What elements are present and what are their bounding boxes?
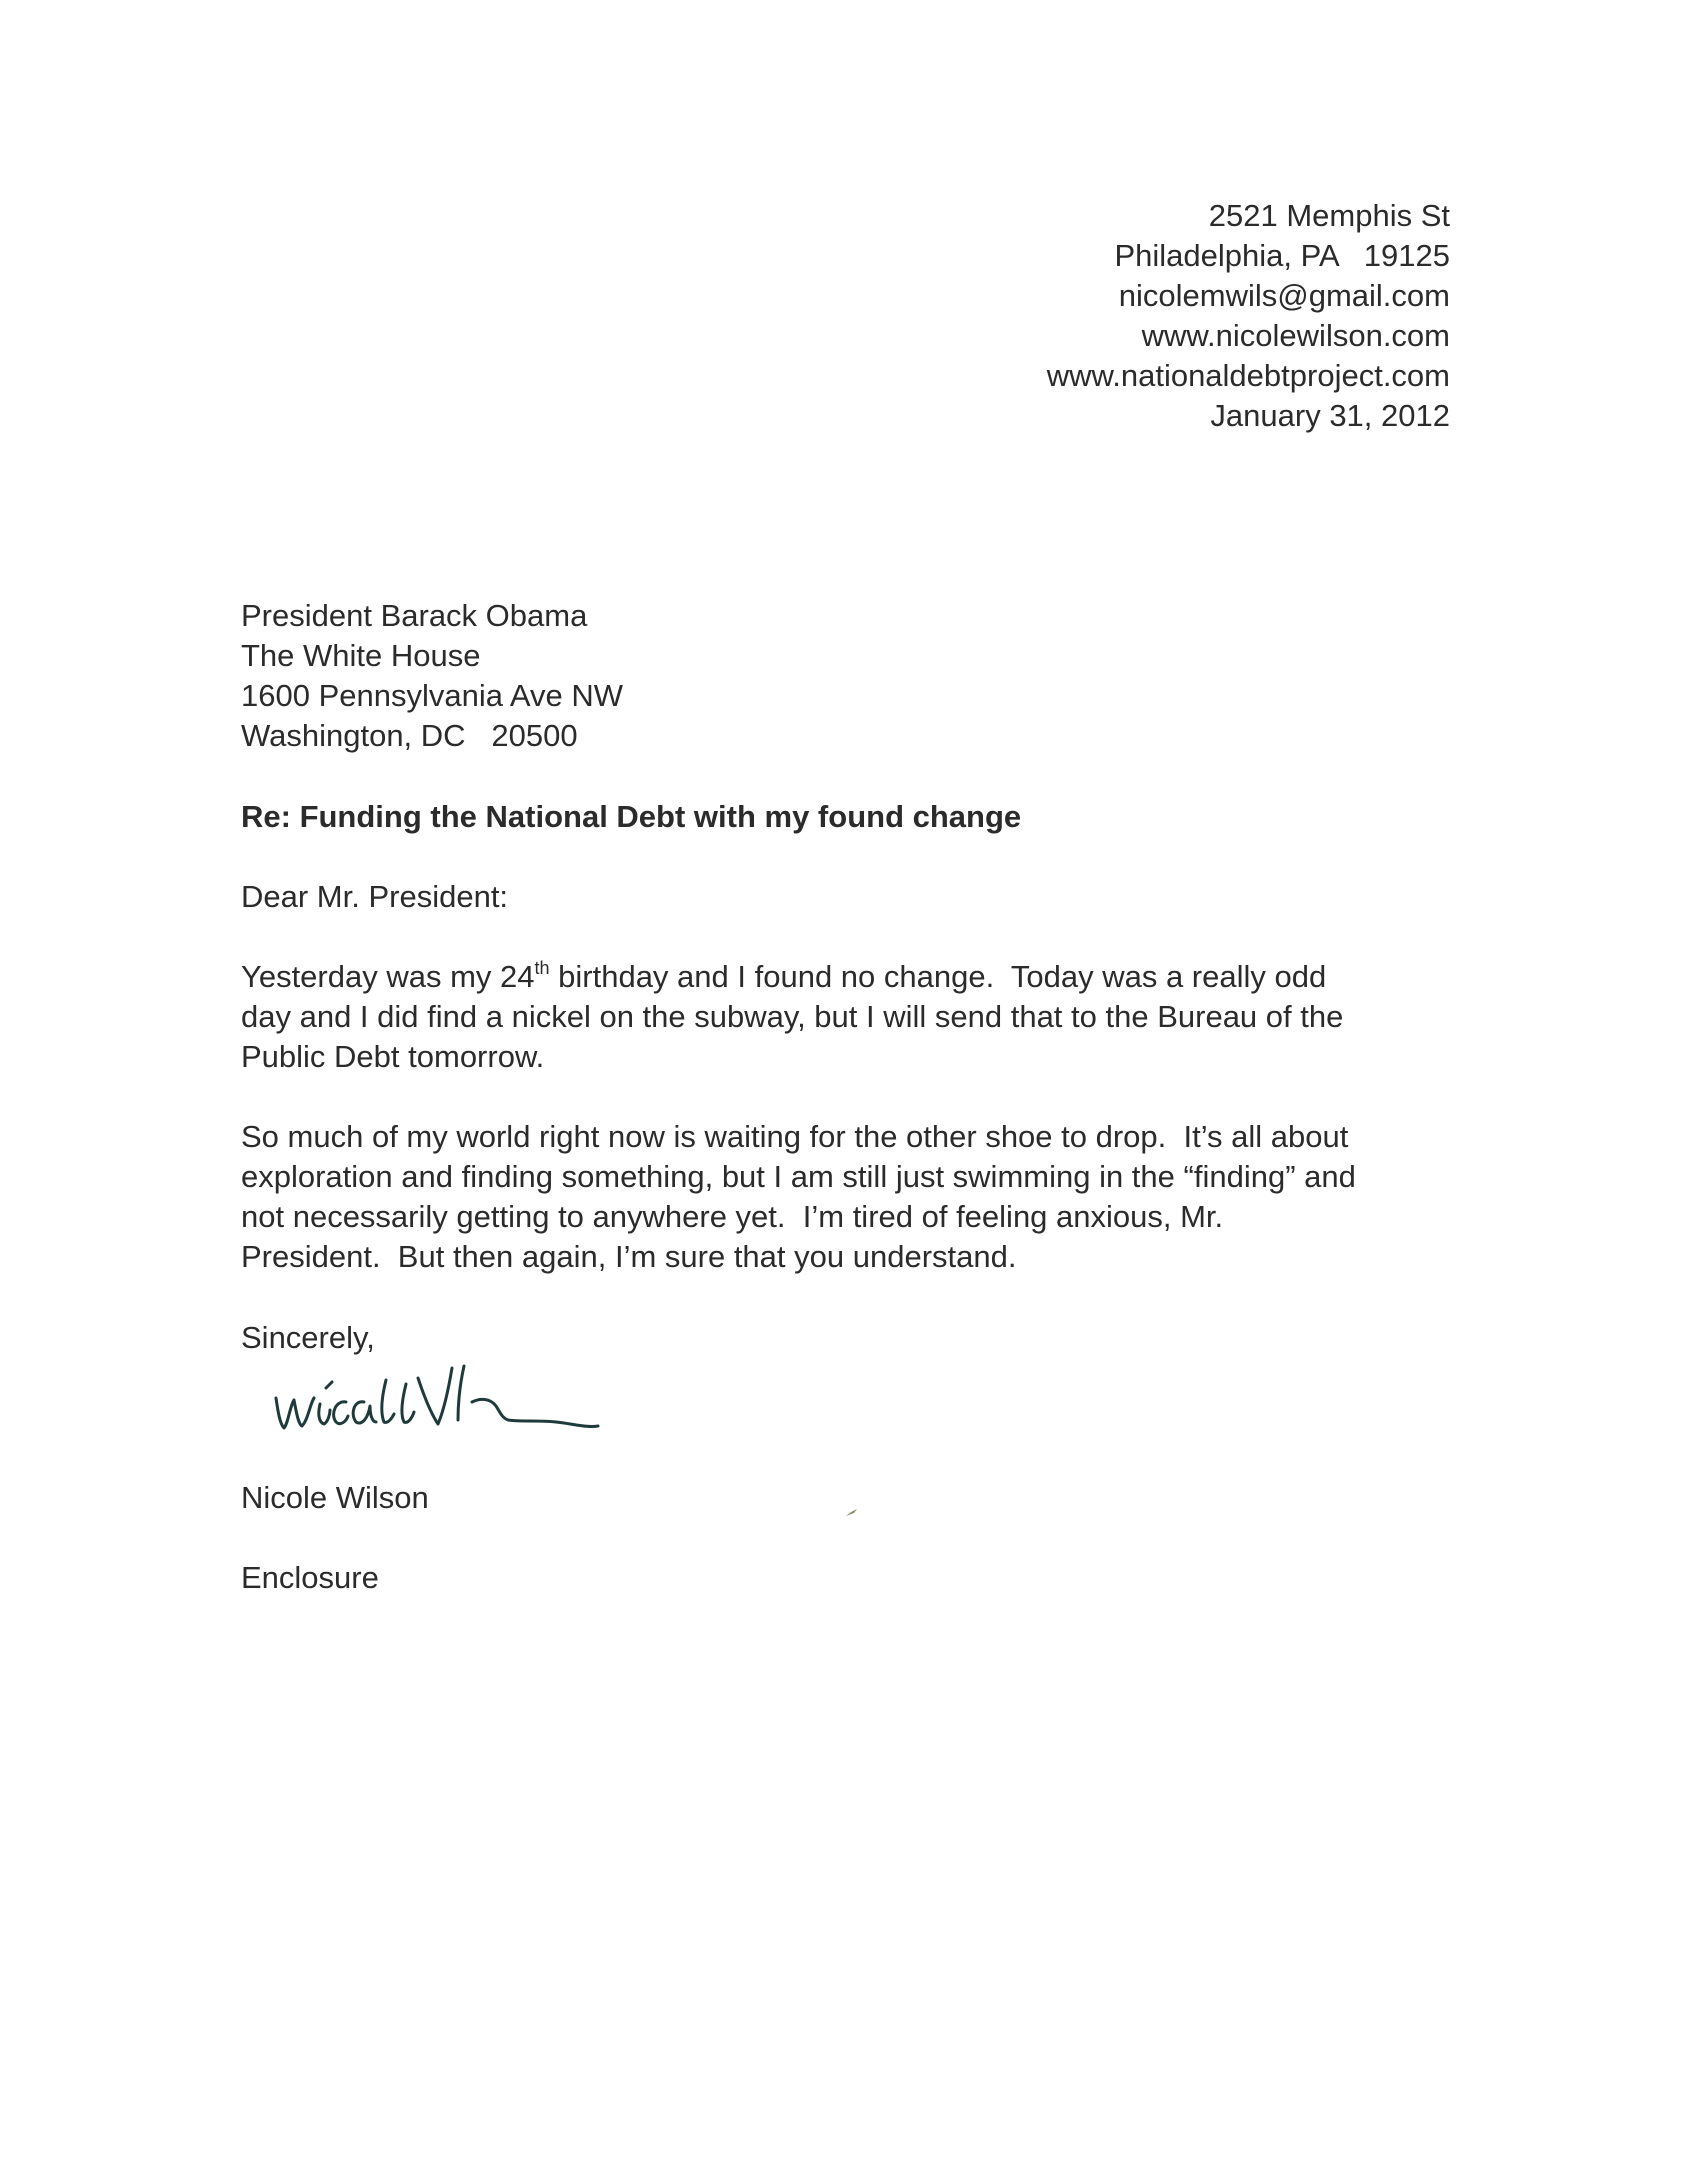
scan-speck (845, 1508, 859, 1518)
sender-email: nicolemwils@gmail.com (1118, 278, 1450, 313)
letter-date: January 31, 2012 (1210, 398, 1450, 433)
paragraph-1-line-1-before: Yesterday was my 24 (241, 959, 535, 994)
sender-website-1: www.nicolewilson.com (1141, 318, 1450, 353)
signer-name: Nicole Wilson (241, 1480, 429, 1515)
handwritten-signature (268, 1340, 648, 1460)
sender-city-state-zip: Philadelphia, PA 19125 (1114, 238, 1450, 273)
sender-website-2: www.nationaldebtproject.com (1046, 358, 1450, 393)
sender-address-block (1047, 196, 1450, 436)
paragraph-2-line-2: exploration and finding something, but I am still just swimming in the “finding” and (241, 1159, 1356, 1194)
paragraph-2-line-3: not necessarily getting to anywhere yet. I’m tired of feeling anxious, Mr. (241, 1199, 1224, 1234)
body-paragraph-2 (241, 1117, 1461, 1277)
ordinal-superscript: th (534, 957, 550, 978)
recipient-address-block (241, 596, 623, 756)
paragraph-1-line-1 (241, 957, 1461, 997)
recipient-street: 1600 Pennsylvania Ave NW (241, 678, 623, 713)
salutation: Dear Mr. President: (241, 879, 509, 914)
subject-line: Re: Funding the National Debt with my found change (241, 799, 1022, 834)
recipient-name: President Barack Obama (241, 598, 588, 633)
recipient-org: The White House (241, 638, 481, 673)
enclosure-note: Enclosure (241, 1560, 379, 1595)
sender-street: 2521 Memphis St (1208, 198, 1450, 233)
paragraph-1-line-3: Public Debt tomorrow. (241, 1039, 545, 1074)
recipient-city-state-zip: Washington, DC 20500 (241, 718, 578, 753)
signature-stroke (276, 1366, 598, 1428)
paragraph-1-line-2: day and I did find a nickel on the subway, but I will send that to the Bureau of the (241, 999, 1344, 1034)
paragraph-2-line-1: So much of my world right now is waiting for the other shoe to drop. It’s all about (241, 1119, 1349, 1154)
closing: Sincerely, (241, 1320, 375, 1355)
paragraph-1-line-1-after: birthday and I found no change. Today was a really odd (549, 959, 1327, 994)
body-paragraph-1 (241, 957, 1461, 1077)
paragraph-2-line-4: President. But then again, I’m sure that you understand. (241, 1239, 1017, 1274)
